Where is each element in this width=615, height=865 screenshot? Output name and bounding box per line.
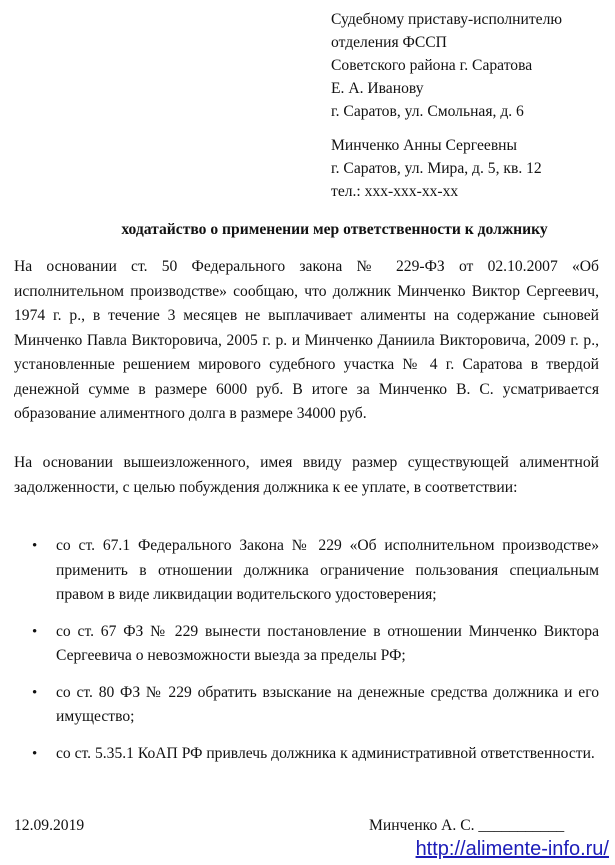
document-date: 12.09.2019 (14, 817, 85, 834)
sender-block (331, 134, 611, 203)
document-title: ходатайство о применении мер ответственности к должнику (121, 221, 548, 238)
sender-line: Минченко Анны Сергеевны (331, 137, 517, 154)
list-item (14, 742, 599, 767)
bullet-icon: • (32, 623, 38, 640)
basis-paragraph: На основании вышеизложенного, имея ввиду размер существующей алиментной задолженности, с целью побуждения должника к ее уплате, в соответствии: (14, 454, 599, 496)
list-item (14, 620, 599, 669)
request-text: со ст. 67.1 Федерального Закона № 229 «Об исполнительном производстве» применить в отношении должника ограничение пользования специальным правом в виде ликвидации водительского удостоверения; (56, 537, 599, 603)
list-item (14, 534, 599, 608)
request-text: со ст. 80 ФЗ № 229 обратить взыскание на денежные средства должника и его имущество; (56, 683, 599, 725)
addressee-line: Е. А. Иванову (331, 80, 424, 97)
bullet-icon: • (32, 684, 38, 701)
source-watermark-link[interactable]: http://alimente-info.ru/ (415, 838, 609, 860)
sender-line: г. Саратов, ул. Мира, д. 5, кв. 12 (331, 160, 542, 177)
addressee-block (331, 8, 611, 123)
addressee-line: Судебному приставу-исполнителю (331, 11, 563, 28)
requests-list (14, 534, 599, 778)
addressee-line: отделения ФССП (331, 34, 447, 51)
sender-line: тел.: ххх-ххх-хх-хх (331, 183, 459, 200)
list-item (14, 681, 599, 730)
signature-line: Минченко А. С. ___________ (369, 817, 565, 834)
addressee-line: Советского района г. Саратова (331, 57, 533, 74)
addressee-line: г. Саратов, ул. Смольная, д. 6 (331, 103, 524, 120)
request-text: со ст. 67 ФЗ № 229 вынести постановление в отношении Минченко Виктора Сергеевича о невозможности выезда за пределы РФ; (56, 622, 599, 664)
request-text: со ст. 5.35.1 КоАП РФ привлечь должника к административной ответственности. (56, 744, 595, 762)
bullet-icon: • (32, 538, 38, 554)
intro-paragraph: На основании ст. 50 Федерального закона № 229-ФЗ от 02.10.2007 «Об исполнительном производстве» сообщаю, что должник Минченко Виктор Сергеевич, 1974 г. р., в течение 3 месяцев не выплачивает алименты на содержание сыновей Минченко Павла Викторовича, 2005 г. р. и Минченко Даниила Викторовича, 2009 г. р., установленные решением мирового судебного участка № 4 г. Саратова в твердой денежной сумме в размере 6000 руб. В итоге за Минченко В. С. усматривается образование алиментного долга в размере 34000 руб. (14, 258, 599, 422)
bullet-icon: • (32, 745, 38, 762)
